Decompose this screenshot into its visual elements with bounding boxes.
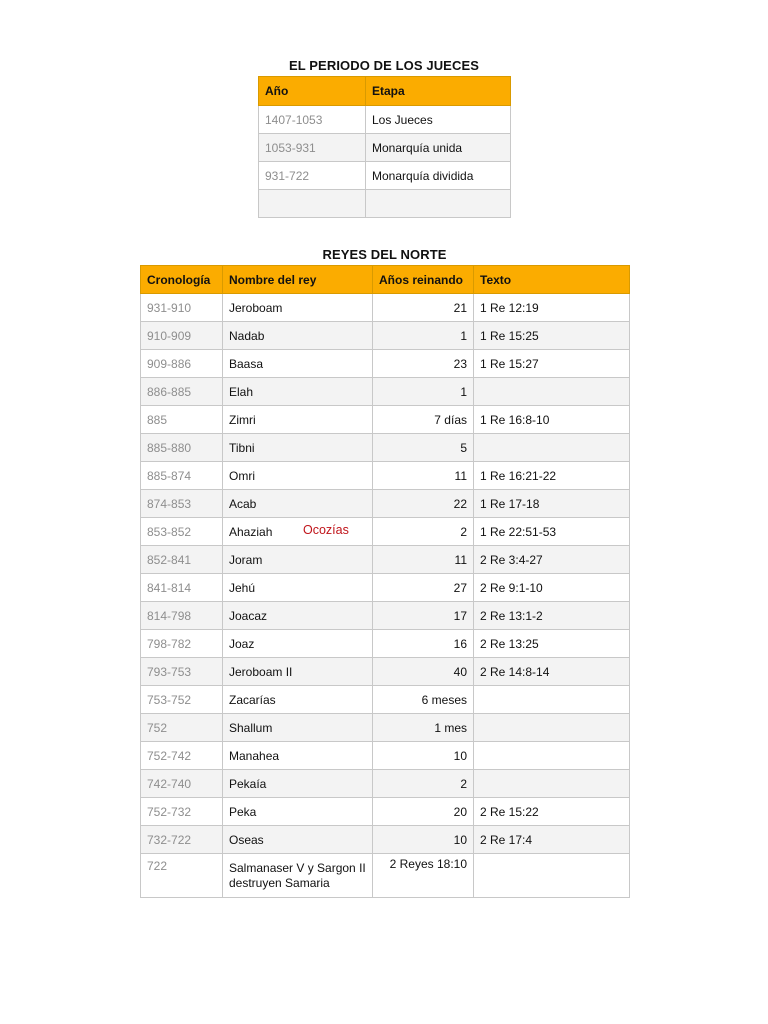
table-row: [141, 854, 630, 898]
chronology-cell: 886-885: [141, 378, 223, 406]
table-row: [141, 602, 630, 630]
years-reigning-cell: 20: [373, 798, 474, 826]
chronology-cell: 752-742: [141, 742, 223, 770]
jueces-table: [258, 76, 511, 218]
chronology-cell: 798-782: [141, 630, 223, 658]
text-reference-cell: 1 Re 22:51-53: [474, 518, 630, 546]
years-reigning-cell: 16: [373, 630, 474, 658]
table-row: [141, 686, 630, 714]
text-reference-cell: 2 Re 13:1-2: [474, 602, 630, 630]
table-row: [141, 630, 630, 658]
stage-cell: Monarquía unida: [366, 134, 511, 162]
column-header-anos: Años reinando: [373, 266, 474, 294]
column-header-ano: Año: [259, 77, 366, 106]
table-row: [141, 546, 630, 574]
table-row: [141, 406, 630, 434]
years-reigning-cell: 27: [373, 574, 474, 602]
text-reference-cell: 1 Re 16:8-10: [474, 406, 630, 434]
chronology-cell: 742-740: [141, 770, 223, 798]
table-row: [141, 770, 630, 798]
king-name-cell: Oseas: [223, 826, 373, 854]
years-reigning-cell: 17: [373, 602, 474, 630]
text-reference-cell: 2 Re 17:4: [474, 826, 630, 854]
king-name-cell: Jehú: [223, 574, 373, 602]
chronology-cell: 814-798: [141, 602, 223, 630]
text-reference-cell: [474, 434, 630, 462]
table-row: [141, 322, 630, 350]
king-name-cell: Acab: [223, 490, 373, 518]
year-cell: 1407-1053: [259, 106, 366, 134]
text-reference-cell: [474, 854, 630, 898]
years-reigning-cell: 2: [373, 518, 474, 546]
king-name-cell: Manahea: [223, 742, 373, 770]
text-reference-cell: 2 Re 9:1-10: [474, 574, 630, 602]
text-reference-cell: 2 Re 14:8-14: [474, 658, 630, 686]
text-reference-cell: 2 Re 13:25: [474, 630, 630, 658]
reyes-table: [140, 265, 630, 898]
table-row: [141, 378, 630, 406]
king-name-cell: Tibni: [223, 434, 373, 462]
text-reference-cell: [474, 714, 630, 742]
text-reference-cell: 1 Re 17-18: [474, 490, 630, 518]
stage-cell: Los Jueces: [366, 106, 511, 134]
years-reigning-cell: 11: [373, 462, 474, 490]
king-name-cell: Baasa: [223, 350, 373, 378]
table-row: [259, 162, 511, 190]
table-header-row: [141, 266, 630, 294]
years-reigning-cell: 1: [373, 322, 474, 350]
table-row: [259, 106, 511, 134]
column-header-etapa: Etapa: [366, 77, 511, 106]
table-row: [259, 190, 511, 218]
table-row: [141, 798, 630, 826]
years-reigning-cell: 21: [373, 294, 474, 322]
years-reigning-cell: 22: [373, 490, 474, 518]
table-row: [141, 518, 630, 546]
king-name-cell: Ahaziah: [223, 518, 373, 546]
year-cell: 1053-931: [259, 134, 366, 162]
chronology-cell: 752: [141, 714, 223, 742]
table-row: [141, 490, 630, 518]
text-reference-cell: 1 Re 12:19: [474, 294, 630, 322]
year-cell: [259, 190, 366, 218]
text-reference-cell: 1 Re 16:21-22: [474, 462, 630, 490]
table-row: [141, 350, 630, 378]
king-name-cell: Jeroboam: [223, 294, 373, 322]
text-reference-cell: [474, 686, 630, 714]
chronology-cell: 874-853: [141, 490, 223, 518]
king-name-cell: Joacaz: [223, 602, 373, 630]
years-reigning-cell: 1 mes: [373, 714, 474, 742]
king-name-cell: Joram: [223, 546, 373, 574]
chronology-cell: 885: [141, 406, 223, 434]
years-reigning-cell: 10: [373, 742, 474, 770]
stage-cell: [366, 190, 511, 218]
text-reference-cell: [474, 770, 630, 798]
years-reigning-cell: 23: [373, 350, 474, 378]
table-header-row: [259, 77, 511, 106]
chronology-cell: 931-910: [141, 294, 223, 322]
chronology-cell: 885-880: [141, 434, 223, 462]
years-reigning-cell: 2: [373, 770, 474, 798]
text-reference-cell: 1 Re 15:27: [474, 350, 630, 378]
table-row: [141, 434, 630, 462]
chronology-cell: 852-841: [141, 546, 223, 574]
chronology-cell: 732-722: [141, 826, 223, 854]
column-header-nombre: Nombre del rey: [223, 266, 373, 294]
years-reigning-cell: 1: [373, 378, 474, 406]
annotation-ocozias: Ocozías: [303, 523, 349, 537]
table-row: [141, 574, 630, 602]
table-row: [141, 658, 630, 686]
years-reigning-cell: 7 días: [373, 406, 474, 434]
king-name-cell: Zimri: [223, 406, 373, 434]
king-name-cell: Shallum: [223, 714, 373, 742]
text-reference-cell: [474, 378, 630, 406]
king-name-cell: Peka: [223, 798, 373, 826]
table-row: [141, 714, 630, 742]
column-header-texto: Texto: [474, 266, 630, 294]
table-row: [259, 134, 511, 162]
king-name-cell: Salmanaser V y Sargon II destruyen Samaria: [223, 854, 373, 898]
king-name-cell: Omri: [223, 462, 373, 490]
text-reference-cell: 2 Re 15:22: [474, 798, 630, 826]
years-reigning-cell: 2 Reyes 18:10: [373, 854, 474, 898]
king-name-cell: Jeroboam II: [223, 658, 373, 686]
reyes-title: REYES DEL NORTE: [322, 247, 447, 262]
stage-cell: Monarquía dividida: [366, 162, 511, 190]
chronology-cell: 722: [141, 854, 223, 898]
chronology-cell: 753-752: [141, 686, 223, 714]
chronology-cell: 909-886: [141, 350, 223, 378]
text-reference-cell: 2 Re 3:4-27: [474, 546, 630, 574]
text-reference-cell: 1 Re 15:25: [474, 322, 630, 350]
chronology-cell: 841-814: [141, 574, 223, 602]
jueces-title: EL PERIODO DE LOS JUECES: [289, 58, 479, 73]
column-header-cronologia: Cronología: [141, 266, 223, 294]
chronology-cell: 793-753: [141, 658, 223, 686]
years-reigning-cell: 5: [373, 434, 474, 462]
table-row: [141, 826, 630, 854]
table-row: [141, 294, 630, 322]
chronology-cell: 853-852: [141, 518, 223, 546]
text-reference-cell: [474, 742, 630, 770]
king-name-cell: Pekaía: [223, 770, 373, 798]
king-name-cell: Nadab: [223, 322, 373, 350]
king-name-cell: Elah: [223, 378, 373, 406]
chronology-cell: 885-874: [141, 462, 223, 490]
years-reigning-cell: 40: [373, 658, 474, 686]
year-cell: 931-722: [259, 162, 366, 190]
table-row: [141, 462, 630, 490]
years-reigning-cell: 10: [373, 826, 474, 854]
king-name-cell: Zacarías: [223, 686, 373, 714]
king-name-cell: Joaz: [223, 630, 373, 658]
years-reigning-cell: 11: [373, 546, 474, 574]
chronology-cell: 752-732: [141, 798, 223, 826]
years-reigning-cell: 6 meses: [373, 686, 474, 714]
table-row: [141, 742, 630, 770]
chronology-cell: 910-909: [141, 322, 223, 350]
